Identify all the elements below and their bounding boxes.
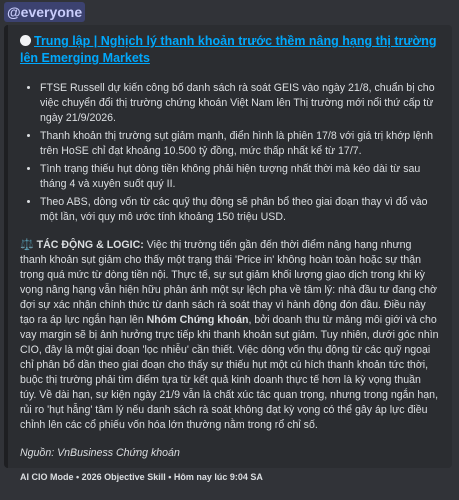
everyone-mention[interactable]: @everyone [4, 2, 85, 22]
news-embed [4, 25, 452, 482]
scale-icon: ⚖️ [20, 239, 34, 251]
impact-label: TÁC ĐỘNG & LOGIC: [36, 239, 144, 251]
white-circle-icon [20, 35, 31, 46]
impact-text-2: , bởi doanh thu từ mảng môi giới và cho vay margin sẽ bị ảnh hưởng trực tiếp khi thanh khoản sụt giảm. Tuy nhiên, dưới góc nhìn CIO, đây là một giai đoạn 'lọc nhiễu' cần thiết. Việc dòng vốn thụ động từ các quỹ ngoại chỉ phân bổ dần theo giai đoạn cho thấy sự thiếu hụt một cú hích thanh khoản tức thời, buộc thị trường phải tìm điểm tựa từ kết quả kinh doanh thực tế hơn là kỳ vọng thuần túy. Về dài hạn, sự kiện ngày 21/9 vẫn là chất xúc tác quan trọng, nhưng trong ngắn hạn, rủi ro 'hụt hẫng' tâm lý nếu danh sách rà soát không đạt kỳ vọng có thể gây áp lực điều chỉnh lên các cổ phiếu vốn hóa lớn thường nằm trong rổ chỉ số. [20, 314, 439, 431]
source-line: Nguồn: VnBusiness Chứng khoán [20, 447, 180, 459]
impact-bold-phrase: Nhóm Chứng khoán [146, 314, 249, 326]
embed-footer: AI CIO Mode • 2026 Objective Skill • Hôm nay lúc 9:04 SA [20, 472, 263, 482]
embed-title-row [20, 33, 440, 67]
bullet-item: • FTSE Russell dự kiến công bố danh sách rà soát GEIS vào ngày 21/8, chuẩn bị cho việc chuyển đổi thị trường chứng khoán Việt Nam lên Thị trường mới nổi thứ cấp từ ngày 21/9/2026. [40, 81, 440, 126]
impact-text-1: Việc thị trường tiến gần đến thời điểm nâng hạng nhưng thanh khoản sụt giảm cho thấy một trạng thái 'Price in' không hoàn toàn hoặc sự thận trọng quá mức từ dòng tiền nội. Thực tế, sự sụt giảm khối lượng giao dịch trong khi kỳ vọng nâng hạng vẫn hiện hữu phản ánh một sự lệch pha về tâm lý: nhà đầu tư đang chờ đợi sự xác nhận chính thức từ danh sách rà soát thay vì hành động đón đầu. Điều này tạo ra áp lực ngắn hạn lên [20, 239, 437, 326]
embed-title-link[interactable]: Trung lập | Nghịch lý thanh khoản trước thềm nâng hạng thị trường lên Emerging Markets [20, 34, 437, 65]
bullet-item: • Theo ABS, dòng vốn từ các quỹ thụ động sẽ phân bổ theo giai đoạn thay vì đổ vào một lần, với quy mô ước tính khoảng 150 triệu USD. [40, 195, 440, 225]
bullet-item: • Tình trạng thiếu hụt dòng tiền không phải hiện tượng nhất thời mà kéo dài từ sau tháng 4 và xuyên suốt quý II. [40, 162, 440, 192]
bullet-item: • Thanh khoản thị trường sụt giảm mạnh, điển hình là phiên 17/8 với giá trị khớp lệnh trên HoSE chỉ đạt khoảng 10.500 tỷ đồng, mức thấp nhất kể từ 17/7. [40, 129, 440, 159]
summary-bullets [20, 81, 440, 225]
impact-paragraph [20, 238, 440, 433]
